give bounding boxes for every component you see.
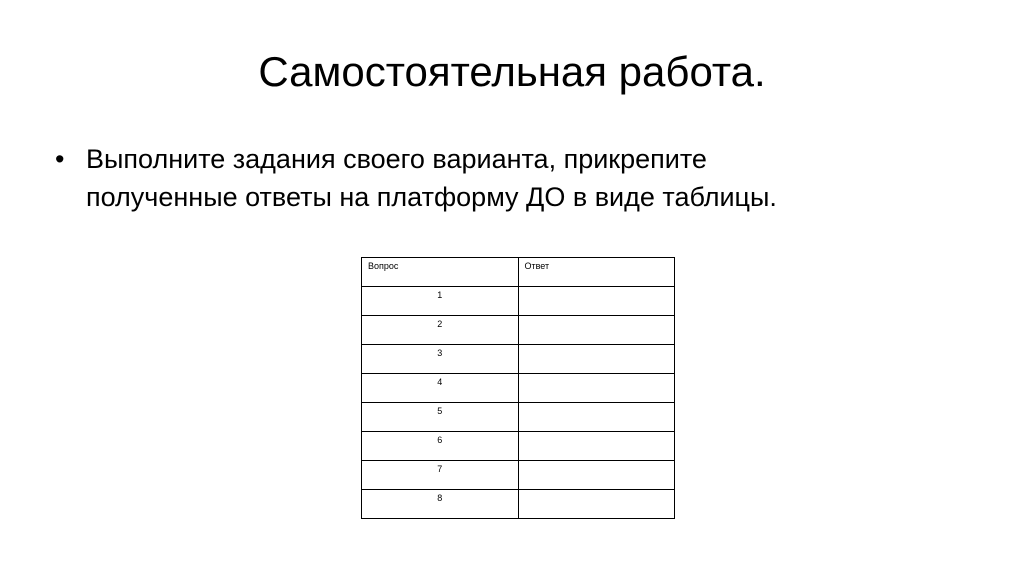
question-number-cell: 8 bbox=[362, 490, 519, 519]
table-header-row bbox=[362, 258, 675, 287]
table-row bbox=[362, 432, 675, 461]
table-row bbox=[362, 403, 675, 432]
question-number-cell: 6 bbox=[362, 432, 519, 461]
header-question: Вопрос bbox=[362, 258, 519, 287]
bullet-item bbox=[55, 140, 955, 216]
table-row bbox=[362, 490, 675, 519]
answer-table-body bbox=[362, 258, 675, 519]
table-row bbox=[362, 287, 675, 316]
answer-cell[interactable] bbox=[518, 374, 675, 403]
table-row bbox=[362, 316, 675, 345]
question-number-cell: 3 bbox=[362, 345, 519, 374]
answer-cell[interactable] bbox=[518, 490, 675, 519]
answer-cell[interactable] bbox=[518, 432, 675, 461]
answer-cell[interactable] bbox=[518, 345, 675, 374]
bullet-list bbox=[55, 140, 955, 216]
bullet-text-line-2: полученные ответы на платформу ДО в виде таблицы. bbox=[86, 182, 777, 212]
answer-cell[interactable] bbox=[518, 287, 675, 316]
bullet-text-line-1: Выполните задания своего варианта, прикрепите bbox=[86, 144, 707, 174]
answer-table bbox=[361, 257, 675, 519]
table-row bbox=[362, 374, 675, 403]
answer-cell[interactable] bbox=[518, 403, 675, 432]
answer-cell[interactable] bbox=[518, 316, 675, 345]
slide-title: Самостоятельная работа. bbox=[258, 48, 766, 95]
question-number-cell: 2 bbox=[362, 316, 519, 345]
header-answer: Ответ bbox=[518, 258, 675, 287]
bullet-dot-icon: • bbox=[55, 144, 65, 174]
table-row bbox=[362, 461, 675, 490]
question-number-cell: 7 bbox=[362, 461, 519, 490]
table-row bbox=[362, 345, 675, 374]
question-number-cell: 5 bbox=[362, 403, 519, 432]
question-number-cell: 1 bbox=[362, 287, 519, 316]
question-number-cell: 4 bbox=[362, 374, 519, 403]
answer-cell[interactable] bbox=[518, 461, 675, 490]
